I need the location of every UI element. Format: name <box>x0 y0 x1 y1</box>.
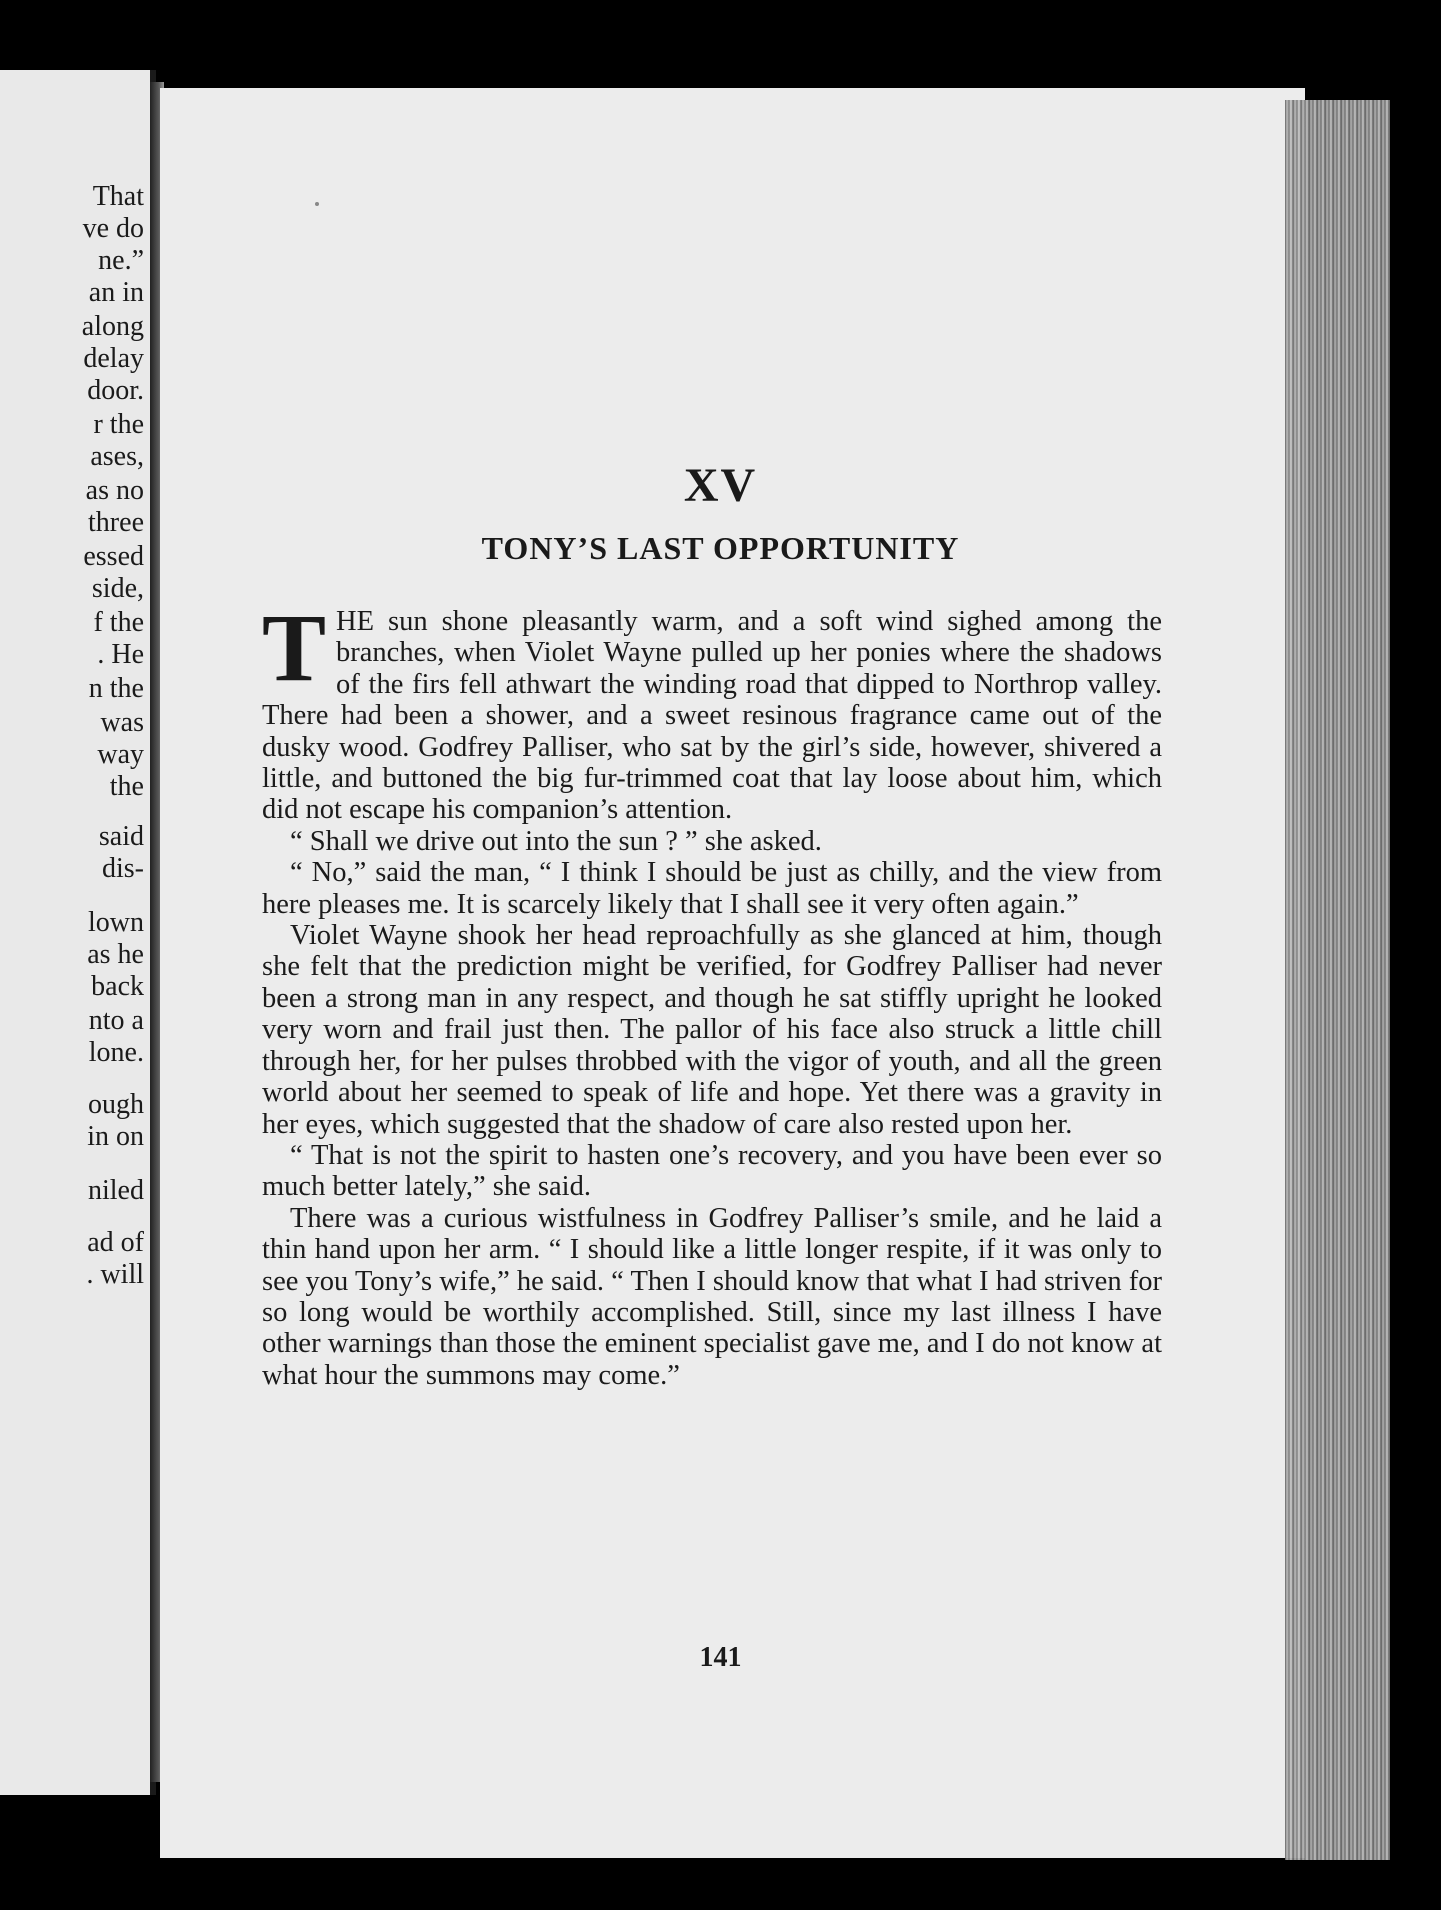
paragraph-2: “ Shall we drive out into the sun ? ” she asked. <box>290 825 822 857</box>
left-page <box>0 70 156 1795</box>
left-page-fragment: the <box>109 771 144 802</box>
chapter-body <box>262 594 1162 1391</box>
left-page-fragment: . will <box>86 1259 144 1290</box>
left-page-fragment: f the <box>93 607 144 638</box>
left-page-fragment: ad of <box>87 1227 144 1258</box>
chapter-title: TONY’S LAST OPPORTUNITY <box>481 530 960 566</box>
paragraph-1 <box>262 594 1162 826</box>
page-speck <box>315 202 319 206</box>
left-page-fragment: ve do <box>82 213 144 244</box>
left-page-fragment: as no <box>85 475 144 506</box>
left-page-fragment: . He <box>97 639 144 670</box>
left-page-fragment: r the <box>93 409 144 440</box>
left-page-fragment: back <box>91 971 144 1002</box>
left-page-fragment: said <box>98 821 144 852</box>
left-page-fragment: dis- <box>102 853 144 884</box>
paragraph-1-text: HE sun shone pleasantly warm, and a soft wind sighed among the branches, when Violet Wayne pulled up her ponies where the shadows of the firs fell athwart the winding road that dipped to Northrop valley. There had been a shower, and a sweet resinous fragrance came out of the dusky wood. Godfrey Palliser, who sat by the girl’s side, however, shivered a little, and buttoned the big fur-trimmed coat that lay loose about him, which did not escape his companion’s attention. <box>262 606 1162 826</box>
paragraph-6: There was a curious wistfulness in Godfrey Palliser’s smile, and he laid a thin hand upon her arm. “ I should like a little longer respite, if it was only to see you Tony’s wife,” he said. “ Then I should know that what I had striven for so long would be worthily accomplished. Still, since my last illness I have other warnings than those the eminent specialist gave me, and I do not know at what hour the summons may come.” <box>262 1202 1162 1391</box>
left-page-fragment: delay <box>83 343 144 374</box>
page-edge <box>1285 100 1390 1860</box>
left-page-fragment: way <box>97 739 144 770</box>
left-page-fragment: That <box>92 181 144 212</box>
left-page-fragment: n the <box>88 673 144 704</box>
left-page-fragment: was <box>100 707 144 738</box>
chapter-number: XV <box>683 459 758 512</box>
left-page-fragment: in on <box>87 1121 144 1152</box>
drop-cap: T <box>262 594 327 701</box>
left-page-fragment: as he <box>87 939 144 970</box>
left-page-fragment: an in <box>88 277 144 308</box>
left-page-fragment: three <box>88 507 144 538</box>
paragraph-4: Violet Wayne shook her head reproachfully as she glanced at him, though she felt that the prediction might be verified, for Godfrey Palliser had never been a strong man in any respect, and though he sat stiffly upright he looked very worn and frail just then. The pallor of his face also struck a little chill through her, for her pulses throbbed with the vigor of youth, and all the green world about her seemed to speak of life and hope. Yet there was a gravity in her eyes, which suggested that the shadow of care also rested upon her. <box>262 920 1162 1140</box>
left-page-fragment: ough <box>88 1089 144 1120</box>
left-page-fragment: along <box>81 311 144 342</box>
left-page-fragment: lone. <box>88 1037 144 1068</box>
left-page-fragment: side, <box>91 573 144 604</box>
paragraph-3: “ No,” said the man, “ I think I should be just as chilly, and the view from here pleases me. It is scarcely likely that I shall see it very often again.” <box>262 857 1162 920</box>
left-page-fragment: niled <box>88 1175 144 1206</box>
left-page-fragment: lown <box>88 907 144 938</box>
left-page-fragment: ases, <box>90 441 144 472</box>
page-number: 141 <box>699 1642 742 1673</box>
left-page-fragment: door. <box>87 375 144 406</box>
paragraph-5: “ That is not the spirit to hasten one’s recovery, and you have been ever so much better lately,” she said. <box>262 1139 1162 1203</box>
left-page-fragment: essed <box>83 541 144 572</box>
left-page-fragment: nto a <box>88 1005 144 1036</box>
left-page-fragment: ne.” <box>98 245 144 276</box>
